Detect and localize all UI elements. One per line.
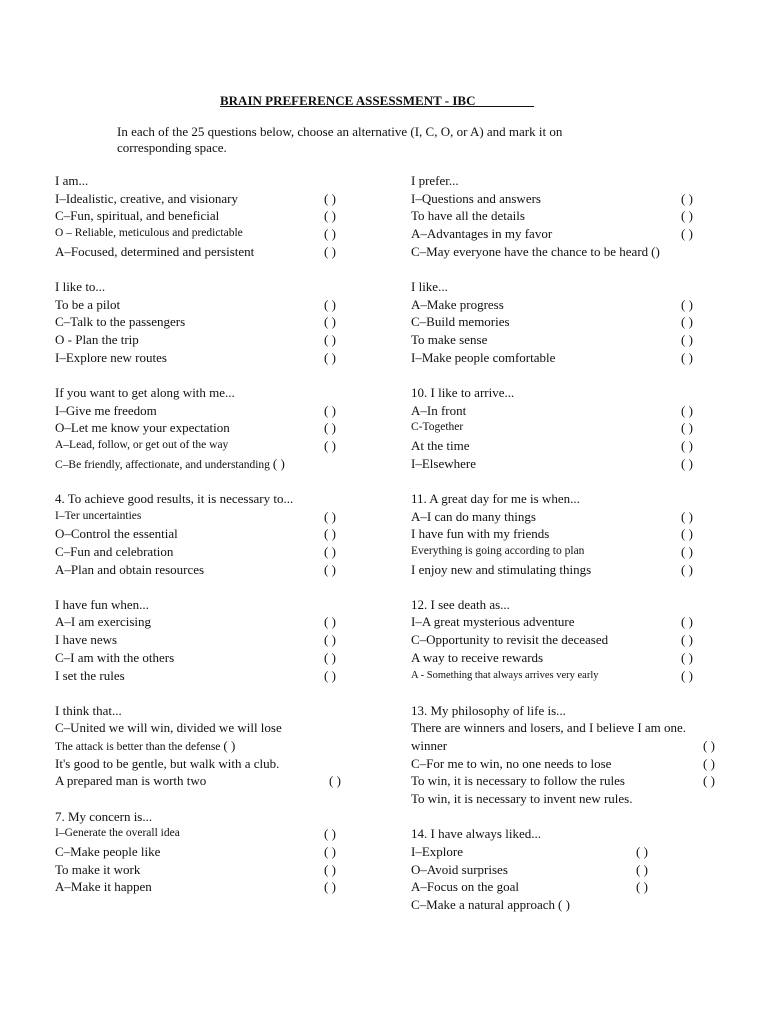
answer-option	[55, 508, 375, 526]
answer-checkbox[interactable]: ( )	[324, 226, 336, 242]
question-title: I have fun when...	[55, 596, 149, 612]
option-text: C–Opportunity to revisit the deceased	[411, 632, 609, 648]
answer-checkbox[interactable]: ( )	[636, 879, 648, 895]
option-text: A - Something that always arrives very early	[411, 669, 599, 681]
answer-option	[55, 437, 375, 455]
answer-checkbox[interactable]: ( )	[324, 649, 336, 665]
answer-option	[55, 525, 375, 543]
question-block	[411, 596, 721, 684]
answer-option	[411, 631, 721, 649]
answer-option	[55, 861, 375, 879]
question-title: I like to...	[55, 278, 106, 294]
answer-option	[55, 667, 375, 685]
question-block	[411, 278, 721, 366]
answer-option	[411, 861, 721, 879]
answer-option	[411, 525, 721, 543]
answer-option	[55, 649, 375, 667]
option-text: A–I can do many things	[411, 508, 536, 524]
answer-checkbox[interactable]: ( )	[324, 314, 336, 330]
question-block	[55, 596, 375, 684]
answer-option	[55, 825, 375, 843]
answer-option	[411, 190, 721, 208]
answer-option	[55, 561, 375, 579]
answer-checkbox[interactable]: ( )	[324, 667, 336, 683]
question-title: 7. My concern is...	[55, 808, 153, 824]
option-text: I–Explore new routes	[55, 349, 167, 365]
answer-option	[55, 631, 375, 649]
answer-option	[411, 313, 721, 331]
option-text: Everything is going according to plan	[411, 544, 585, 557]
answer-option	[55, 296, 375, 314]
answer-checkbox[interactable]: ( )	[324, 332, 336, 347]
option-text: To make sense	[411, 332, 488, 347]
question-title: I like...	[411, 278, 448, 294]
answer-option	[411, 843, 721, 861]
option-text: A way to receive rewards	[411, 649, 544, 665]
answer-checkbox[interactable]: ( )	[636, 861, 648, 877]
answer-option	[411, 790, 721, 808]
option-text: A–Make it happen	[55, 879, 152, 895]
answer-option	[55, 613, 375, 631]
answer-checkbox[interactable]: ( )	[681, 526, 693, 542]
answer-checkbox[interactable]: ( )	[324, 243, 336, 259]
question-block	[55, 702, 375, 790]
answer-option	[411, 772, 721, 790]
option-text: C-Together	[411, 421, 464, 434]
answer-checkbox[interactable]: ( )	[324, 861, 336, 877]
question-title: If you want to get along with me...	[55, 384, 235, 400]
answer-checkbox[interactable]: ( )	[324, 526, 336, 542]
answer-option	[55, 207, 375, 225]
answer-checkbox[interactable]: ( )	[324, 632, 336, 648]
option-text: I enjoy new and stimulating things	[411, 561, 592, 577]
option-text: I–Idealistic, creative, and visionary	[55, 190, 239, 206]
question-block	[55, 278, 375, 366]
option-text: C–Fun, spiritual, and beneficial	[55, 208, 220, 224]
option-text: I have news	[55, 632, 118, 648]
question-title: 12. I see death as...	[411, 596, 510, 612]
answer-option	[55, 331, 375, 349]
answer-checkbox[interactable]: ( )	[324, 879, 336, 895]
option-text: It's good to be gentle, but walk with a club.	[55, 755, 280, 771]
option-text: To have all the details	[411, 208, 525, 224]
answer-option	[55, 455, 375, 473]
question-block	[411, 825, 721, 913]
option-text: C–Make a natural approach	[411, 897, 556, 913]
answer-option	[411, 613, 721, 631]
answer-option	[411, 349, 721, 367]
answer-checkbox[interactable]: ( )	[324, 349, 336, 365]
answer-checkbox[interactable]: ( )	[681, 508, 693, 524]
answer-checkbox[interactable]: ( )	[324, 614, 336, 630]
answer-checkbox[interactable]: ( )	[324, 543, 336, 559]
answer-checkbox[interactable]: ( )	[681, 437, 693, 453]
question-title: 14. I have always liked...	[411, 826, 541, 842]
option-text: O – Reliable, meticulous and predictable	[55, 227, 243, 240]
question-title: 10. I like to arrive...	[411, 384, 515, 400]
answer-option	[411, 402, 721, 420]
answer-checkbox[interactable]: ( )	[681, 543, 693, 559]
answer-checkbox[interactable]: ( )	[703, 755, 715, 771]
answer-checkbox[interactable]: ( )	[681, 649, 693, 665]
answer-checkbox[interactable]: ( )	[681, 455, 693, 471]
answer-checkbox[interactable]: ( )	[703, 773, 715, 789]
question-block	[55, 384, 375, 472]
answer-option	[411, 455, 721, 473]
answer-option	[411, 561, 721, 579]
answer-checkbox[interactable]: ( )	[324, 844, 336, 859]
answer-checkbox[interactable]: ( )	[681, 296, 693, 312]
option-text: A–I am exercising	[55, 614, 152, 630]
answer-option	[411, 243, 721, 261]
answer-option	[411, 719, 721, 737]
answer-checkbox[interactable]: ( )	[324, 508, 336, 524]
option-text: C–Make people like	[55, 844, 161, 859]
question-block	[411, 490, 721, 578]
answer-checkbox[interactable]: ( )	[681, 632, 693, 648]
option-text: winner	[411, 738, 448, 754]
option-text: I–Questions and answers	[411, 190, 541, 206]
option-text: To win, it is necessary to follow the rules	[411, 773, 625, 789]
answer-checkbox[interactable]: ( )	[324, 296, 336, 312]
option-text: To make it work	[55, 861, 141, 877]
question-block	[55, 172, 375, 260]
question-block	[55, 808, 375, 896]
answer-checkbox[interactable]: ( )	[681, 208, 693, 224]
option-text: C–May everyone have the chance to be heard	[411, 243, 649, 259]
option-text: I–Ter uncertainties	[55, 509, 142, 522]
answer-checkbox[interactable]: ( )	[324, 402, 336, 418]
answer-option	[411, 755, 721, 773]
answer-checkbox[interactable]: ( )	[324, 420, 336, 436]
option-text: At the time	[411, 437, 470, 453]
answer-checkbox[interactable]: ( )	[324, 190, 336, 206]
left-column	[55, 172, 375, 914]
answer-checkbox[interactable]: ( )	[681, 190, 693, 206]
answer-option	[411, 667, 721, 685]
option-text: I–Make people comfortable	[411, 349, 556, 365]
answer-option	[411, 437, 721, 455]
answer-checkbox[interactable]: ( )	[324, 437, 336, 453]
answer-option	[411, 419, 721, 437]
question-title: I think that...	[55, 702, 122, 718]
option-text: A–Focus on the goal	[411, 879, 519, 895]
option-text: C–Fun and celebration	[55, 543, 174, 559]
option-text: A prepared man is worth two	[55, 773, 207, 789]
question-block	[55, 490, 375, 578]
answer-option	[55, 878, 375, 896]
instructions: In each of the 25 questions below, choose an alternative (I, C, O, or A) and mark it on corresponding space.	[117, 124, 563, 155]
answer-checkbox[interactable]: ( )	[681, 667, 693, 683]
answer-checkbox[interactable]: ()	[651, 243, 660, 259]
answer-option	[411, 296, 721, 314]
answer-option	[411, 207, 721, 225]
option-text: C–Build memories	[411, 314, 510, 330]
answer-checkbox[interactable]: ( )	[324, 561, 336, 577]
answer-option	[411, 508, 721, 526]
right-column	[411, 172, 721, 931]
option-text: A–Lead, follow, or get out of the way	[55, 438, 229, 451]
answer-checkbox[interactable]: ( )	[636, 844, 648, 859]
option-text: I–Generate the overall idea	[55, 827, 180, 840]
answer-option	[55, 419, 375, 437]
option-text: I–Explore	[411, 844, 463, 859]
answer-checkbox[interactable]: ( )	[681, 402, 693, 418]
answer-option	[55, 543, 375, 561]
option-text: O–Let me know your expectation	[55, 420, 230, 436]
answer-checkbox[interactable]: ( )	[681, 614, 693, 630]
question-block	[411, 384, 721, 472]
answer-checkbox[interactable]: ( )	[681, 349, 693, 365]
option-text: A–Focused, determined and persistent	[55, 243, 255, 259]
answer-option	[411, 896, 721, 914]
answer-checkbox[interactable]: ( )	[681, 561, 693, 577]
answer-checkbox[interactable]: ( )	[681, 226, 693, 242]
answer-checkbox[interactable]: ( )	[681, 420, 693, 436]
answer-option	[411, 878, 721, 896]
option-text: A–Make progress	[411, 296, 504, 312]
option-text: C–Talk to the passengers	[55, 314, 186, 330]
answer-checkbox[interactable]: ( )	[329, 773, 341, 789]
option-text: C–For me to win, no one needs to lose	[411, 755, 612, 771]
answer-checkbox[interactable]: ( )	[558, 897, 570, 913]
option-text: The attack is better than the defense	[55, 741, 221, 754]
question-title: 4. To achieve good results, it is necessary to...	[55, 490, 294, 506]
option-text: I set the rules	[55, 667, 125, 683]
answer-option	[411, 649, 721, 667]
question-block	[411, 702, 721, 808]
option-text: A–Advantages in my favor	[411, 226, 553, 242]
option-text: C–I am with the others	[55, 649, 175, 665]
answer-checkbox[interactable]: ( )	[681, 332, 693, 347]
answer-option	[55, 190, 375, 208]
option-text: There are winners and losers, and I believe I am one.	[411, 720, 687, 736]
answer-checkbox[interactable]: ( )	[324, 826, 336, 842]
answer-option	[55, 402, 375, 420]
page-title: BRAIN PREFERENCE ASSESSMENT - IBC_________	[220, 93, 534, 108]
option-text: I have fun with my friends	[411, 526, 550, 542]
answer-option	[411, 737, 721, 755]
option-text: O–Control the essential	[55, 526, 178, 542]
answer-option	[55, 737, 375, 755]
option-text: C–United we will win, divided we will lose	[55, 720, 282, 736]
option-text: A–Plan and obtain resources	[55, 561, 205, 577]
option-text: I–Elsewhere	[411, 455, 476, 471]
answer-option	[55, 755, 375, 773]
answer-option	[55, 225, 375, 243]
answer-option	[55, 349, 375, 367]
option-text: I–Give me freedom	[55, 402, 157, 418]
option-text: I–A great mysterious adventure	[411, 614, 575, 630]
option-text: A–In front	[411, 402, 467, 418]
answer-option	[55, 843, 375, 861]
answer-option	[55, 772, 375, 790]
option-text: O–Avoid surprises	[411, 861, 508, 877]
answer-checkbox[interactable]: ( )	[223, 738, 236, 754]
answer-option	[411, 543, 721, 561]
question-title: 11. A great day for me is when...	[411, 490, 580, 506]
option-text: C–Be friendly, affectionate, and understanding	[55, 458, 270, 471]
answer-option	[411, 331, 721, 349]
answer-option	[55, 719, 375, 737]
answer-option	[55, 243, 375, 261]
option-text: To win, it is necessary to invent new rules.	[411, 791, 633, 807]
answer-checkbox[interactable]: ( )	[324, 208, 336, 224]
answer-option	[411, 225, 721, 243]
question-block	[411, 172, 721, 260]
answer-checkbox[interactable]: ( )	[681, 314, 693, 330]
answer-checkbox[interactable]: ( )	[272, 455, 285, 471]
question-title: I prefer...	[411, 173, 459, 188]
answer-checkbox[interactable]: ( )	[703, 738, 715, 754]
question-title: I am...	[55, 173, 89, 188]
question-title: 13. My philosophy of life is...	[411, 702, 566, 718]
answer-option	[55, 313, 375, 331]
option-text: To be a pilot	[55, 296, 121, 312]
option-text: O - Plan the trip	[55, 332, 139, 347]
